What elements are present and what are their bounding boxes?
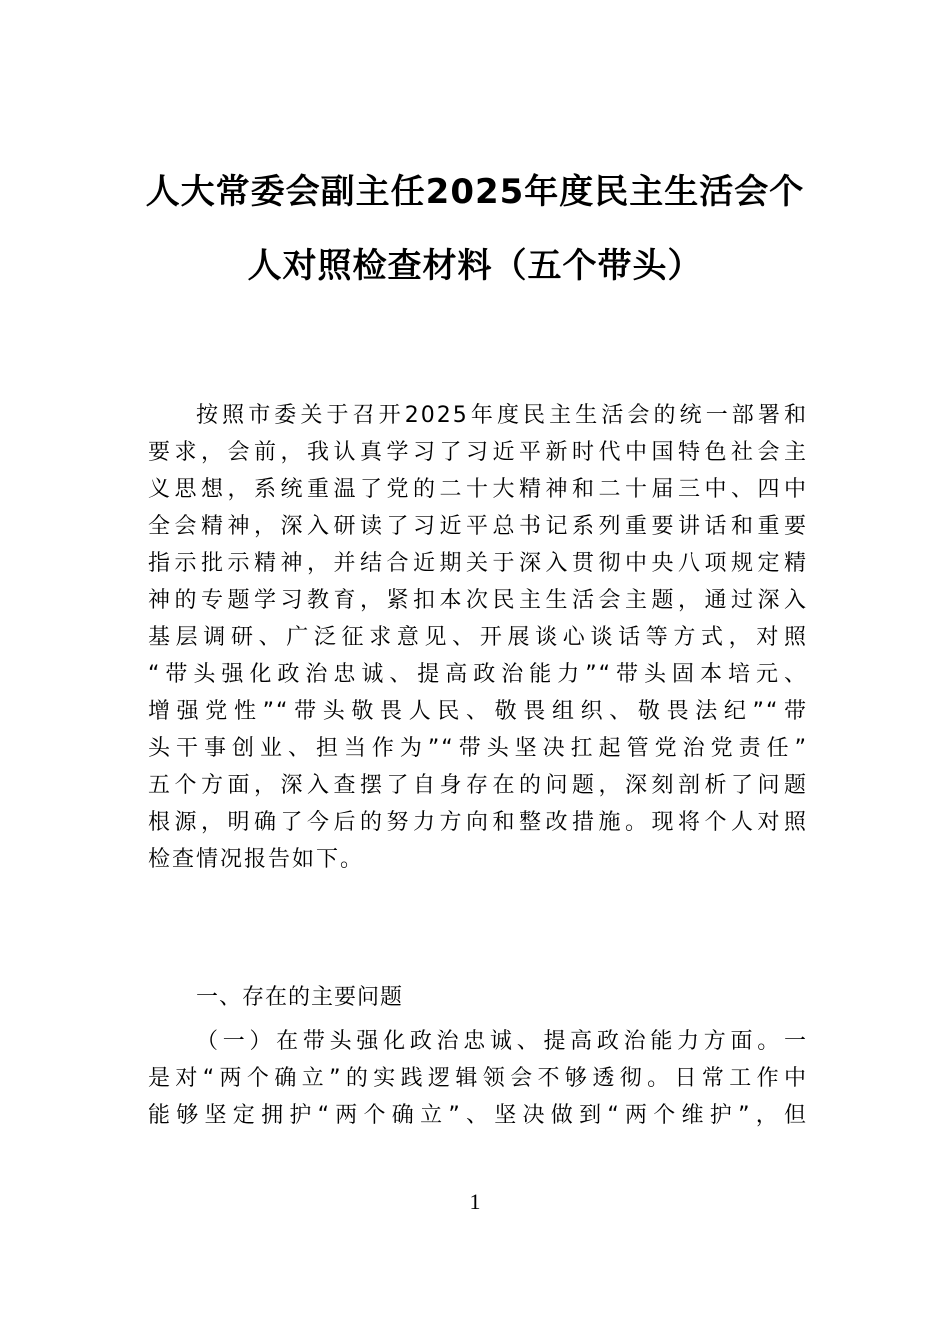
paragraph-line: 是对“两个确立”的实践逻辑领会不够透彻。日常工作中: [148, 1066, 808, 1091]
paragraph-line: 五个方面，深入查摆了自身存在的问题，深刻剖析了问题: [148, 773, 808, 798]
section-1-paragraph: [148, 1023, 808, 1134]
paragraph-line: 神的专题学习教育，紧扣本次民主生活会主题，通过深入: [148, 588, 808, 613]
paragraph-line: 要求，会前，我认真学习了习近平新时代中国特色社会主: [148, 440, 808, 465]
page-number: 1: [469, 1189, 481, 1214]
paragraph-line: 能够坚定拥护“两个确立”、坚决做到“两个维护”，但: [148, 1103, 808, 1128]
paragraph-line: 检查情况报告如下。: [148, 847, 365, 872]
paragraph-line: 指示批示精神，并结合近期关于深入贯彻中央八项规定精: [148, 551, 808, 576]
paragraph-line: 全会精神，深入研读了习近平总书记系列重要讲话和重要: [148, 514, 808, 539]
paragraph-line: 按照市委关于召开2025年度民主生活会的统一部署和: [196, 403, 808, 428]
paragraph-line: 头干事创业、担当作为”“带头坚决扛起管党治党责任”: [148, 736, 808, 761]
paragraph-line: 根源，明确了今后的努力方向和整改措施。现将个人对照: [148, 810, 808, 835]
paragraph-line: 义思想，系统重温了党的二十大精神和二十届三中、四中: [148, 477, 808, 502]
section-heading: 一、存在的主要问题: [196, 985, 404, 1010]
paragraph-line: （一）在带头强化政治忠诚、提高政治能力方面。一: [196, 1029, 808, 1054]
paragraph-line: 基层调研、广泛征求意见、开展谈心谈话等方式，对照: [148, 625, 808, 650]
document-title-line-1: 人大常委会副主任2025年度民主生活会个: [145, 172, 805, 212]
intro-paragraph: [148, 397, 808, 878]
document-title-line-2: 人对照检查材料（五个带头）: [247, 246, 703, 286]
paragraph-line: “带头强化政治忠诚、提高政治能力”“带头固本培元、: [148, 662, 808, 687]
paragraph-line: 增强党性”“带头敬畏人民、敬畏组织、敬畏法纪”“带: [148, 699, 808, 724]
